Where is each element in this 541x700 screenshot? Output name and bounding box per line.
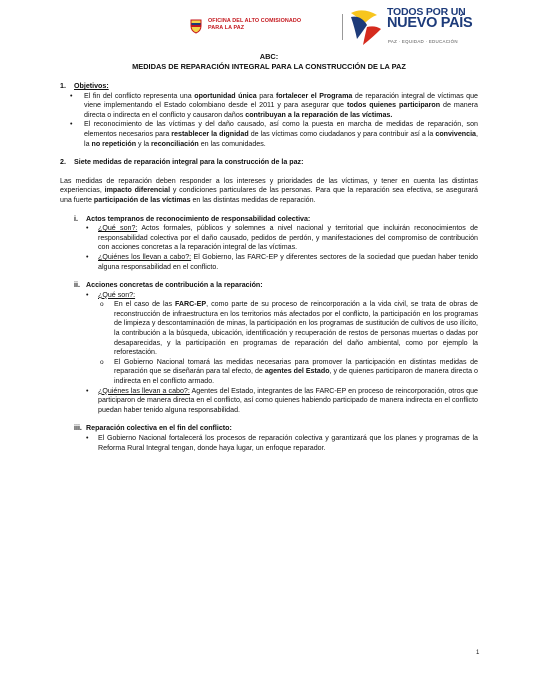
- text-run: de las víctimas como ciudadanos y para contribuir así a la: [248, 129, 436, 138]
- list-item: [60, 387, 478, 416]
- subsection-title: Reparación colectiva en el fin del conflicto:: [86, 424, 232, 433]
- section-title: Objetivos:: [74, 82, 109, 90]
- subsection-heading: [74, 424, 478, 434]
- text-run: , la: [84, 129, 478, 148]
- subsection-title: Acciones concretas de contribución a la reparación:: [86, 281, 263, 290]
- section-title: Siete medidas de reparación integral para la construcción de la paz:: [74, 158, 304, 167]
- document-body: [60, 52, 478, 453]
- doc-title: ABC:: [259, 52, 279, 61]
- answer-text: Agentes del Estado, integrantes de las FARC-EP en proceso de reincorporación, otros que participaron de manera directa en el conflicto, así como quienes habiendo participado de manera indirecta en el conflicto puedan haber tenido alguna responsabilidad.: [98, 386, 478, 414]
- section-heading: [60, 82, 478, 92]
- list-item: [60, 291, 478, 301]
- question-label: ¿Quiénes las llevan a cabo?:: [98, 386, 190, 395]
- text-run: para: [256, 91, 276, 100]
- sub-list-item: [98, 358, 478, 387]
- bold-run: oportunidad única: [194, 91, 257, 100]
- subsection-heading: [74, 281, 478, 291]
- section-number: 1.: [60, 82, 66, 90]
- text-run: de manera directa o indirecta en el conflicto y causaron daños: [84, 101, 478, 119]
- subsection-heading: [74, 215, 478, 225]
- section-measures: [60, 158, 478, 205]
- brand-line-1: TODOS POR UN: [387, 6, 466, 18]
- section-heading: [60, 158, 478, 168]
- office-line-2: PARA LA PAZ: [208, 24, 245, 31]
- office-name: [208, 18, 301, 31]
- subsection-concrete-actions: [60, 281, 478, 415]
- answer-text: Actos formales, públicos y solemnes a nivel nacional y territorial que incluirán reconocimientos de responsabilidad colectiva por el daño causado, pedidos de perdón, y manifestaciones del compromiso de contribución con acciones concretas a la reparación integral de las víctimas.: [98, 224, 478, 252]
- subsection-title: Actos tempranos de reconocimiento de responsabilidad colectiva:: [86, 214, 311, 223]
- text-run: en las distintas medidas de reparación.: [190, 195, 316, 204]
- list-item: [60, 224, 478, 253]
- text-run: en las comunidades.: [198, 139, 266, 148]
- text-run: de reparación integral de víctimas que viene implementando el Estado colombiano desde el 2011 y para asegurar que: [84, 91, 478, 110]
- list-item: [60, 434, 478, 453]
- list-item: [60, 92, 478, 121]
- bold-run: contribuyan a la reparación de las víctimas.: [245, 110, 393, 119]
- page-header: [189, 4, 519, 50]
- brand-line-2: NUEVO PAÍS: [387, 15, 473, 31]
- subsection-number: ii.: [74, 281, 80, 290]
- text-run: El Gobierno Nacional fortalecerá los procesos de reparación colectiva y garantizará que los planes y programas de la Reforma Rural Integral tengan, donde haya lugar, un enfoque reparador.: [98, 434, 478, 452]
- section-number: 2.: [60, 158, 66, 167]
- text-run: El Gobierno Nacional tomará las medidas necesarias para promover la participación en distintas medidas de reparación que se diseñarán para tal efecto, de: [114, 357, 478, 376]
- coat-of-arms-icon: [189, 18, 203, 34]
- text-run: y condiciones particulares de las personas. Para que la reparación sea efectiva, se asegurará una fuerte: [60, 186, 478, 204]
- answer-text: El Gobierno, las FARC-EP y diferentes sectores de la sociedad que puedan haber tenido alguna responsabilidad en el conflicto.: [98, 252, 478, 271]
- text-run: , y de quienes participaron de manera directa o indirecta en el conflicto armado.: [114, 367, 478, 386]
- question-label: ¿Quiénes los llevan a cabo?:: [98, 252, 192, 261]
- text-run: , como parte de su proceso de reincorporación a la vida civil, se trata de obras de reconstrucción de infraestructura en los territorios más afectados por el conflicto, la participación en los programas de limpieza y descontaminación de minas, la participación en los programas de sustitución de cultivos de uso ilícito, la contribución a la búsqueda, ubicación, identificación y recuperación de restos de personas muertas o dadas por desaparecidas, y la participación en programas de reparación del daño ambiental, como por ejemplo la reforestación.: [114, 300, 478, 357]
- text-run: El reconocimiento de las víctimas y del daño causado, así como la puesta en marcha de medidas de reparación, son elementos necesarios para: [84, 120, 478, 138]
- colombia-flag-swoosh-icon: [347, 7, 383, 47]
- bold-run: reconciliación: [151, 139, 199, 148]
- office-line-1: OFICINA DEL ALTO COMISIONADO: [208, 18, 302, 24]
- subsection-early-acts: [60, 215, 478, 273]
- text-run: El fin del conflicto representa una: [84, 91, 195, 100]
- doc-subtitle: MEDIDAS DE REPARACIÓN INTEGRAL PARA LA CONSTRUCCIÓN DE LA PAZ: [132, 62, 406, 71]
- bold-run: no repetición: [91, 139, 137, 148]
- subsection-number: iii.: [74, 424, 82, 433]
- text-run: y la: [136, 139, 152, 148]
- bold-run: participación de las víctimas: [93, 195, 191, 204]
- sub-list-item: [98, 300, 478, 358]
- intro-paragraph: [60, 177, 478, 206]
- header-divider: [342, 14, 343, 40]
- list-item: [60, 120, 478, 149]
- bold-run: agentes del Estado: [264, 367, 330, 376]
- text-run: Las medidas de reparación deben responder a los intereses y prioridades de las víctimas, y tener en cuenta las distintas experiencias,: [60, 176, 478, 195]
- text-run: En el caso de las: [114, 300, 175, 309]
- office-logo: [189, 18, 339, 34]
- brand-logo: [347, 4, 519, 50]
- bold-run: FARC-EP: [174, 300, 207, 309]
- brand-tagline: PAZ · EQUIDAD · EDUCACIÓN: [388, 39, 458, 44]
- bold-run: convivencia: [435, 129, 476, 138]
- bold-run: restablecer la dignidad: [171, 129, 249, 138]
- subsection-number: i.: [74, 214, 78, 223]
- section-objectives: [60, 82, 478, 149]
- question-label: ¿Qué son?:: [98, 224, 138, 233]
- bold-run: fortalecer el Programa: [275, 91, 353, 100]
- bold-run: impacto diferencial: [104, 186, 171, 195]
- question-label: ¿Qué son?:: [98, 290, 136, 299]
- bold-run: todos quienes participaron: [346, 101, 441, 110]
- list-item: [60, 253, 478, 272]
- page-number: 1: [476, 650, 480, 656]
- subsection-collective-reparation: [60, 424, 478, 453]
